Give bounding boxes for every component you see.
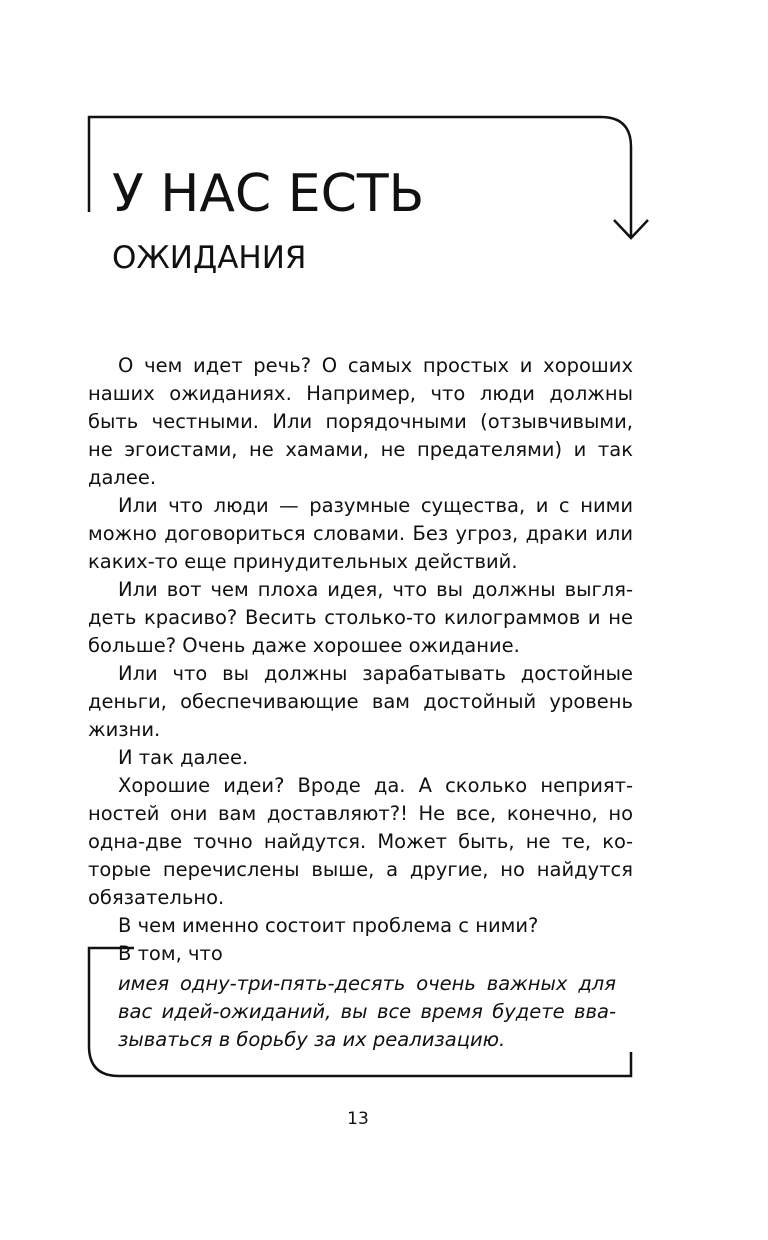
paragraph: Хорошие идеи? Вроде да. А сколько неприятностей они вам доставляют?! Не все, конечно, но одна-две точно найдутся. Может быть, не те, которые перечислены выше, а другие, но найдутся обязательно. [88, 774, 633, 909]
paragraph: В том, что [118, 942, 223, 965]
paragraph: Или вот чем плоха идея, что вы должны выглядеть красиво? Весить столько-то килограммов и не больше? Очень даже хорошее ожидание. [88, 578, 633, 657]
paragraph: И так далее. [118, 746, 249, 769]
chapter-title: У НАС ЕСТЬ [112, 164, 425, 224]
paragraph: Или что вы должны зарабатывать достойные деньги, обеспечивающие вам достойный уровень жизни. [88, 662, 633, 741]
chapter-subtitle: ОЖИДАНИЯ [112, 240, 307, 276]
paragraph: Или что люди — разумные существа, и с ними можно договориться словами. Без угроз, драки или каких-то еще принудительных действий. [88, 494, 633, 573]
paragraph: В чем именно состоит проблема с ними? [118, 914, 539, 937]
page-number: 13 [347, 1109, 369, 1129]
quote-text: имея одну-три-пять-десять очень важных для вас идей-ожиданий, вы все время будете ввазываться в борьбу за их реализацию. [118, 972, 616, 1051]
body-text [88, 352, 633, 968]
paragraph: О чем идет речь? О самых простых и хороших наших ожиданиях. Например, что люди должны быть честными. Или порядочными (отзывчивыми, не эгоистами, не хамами, не предателями) и так далее. [88, 354, 633, 489]
